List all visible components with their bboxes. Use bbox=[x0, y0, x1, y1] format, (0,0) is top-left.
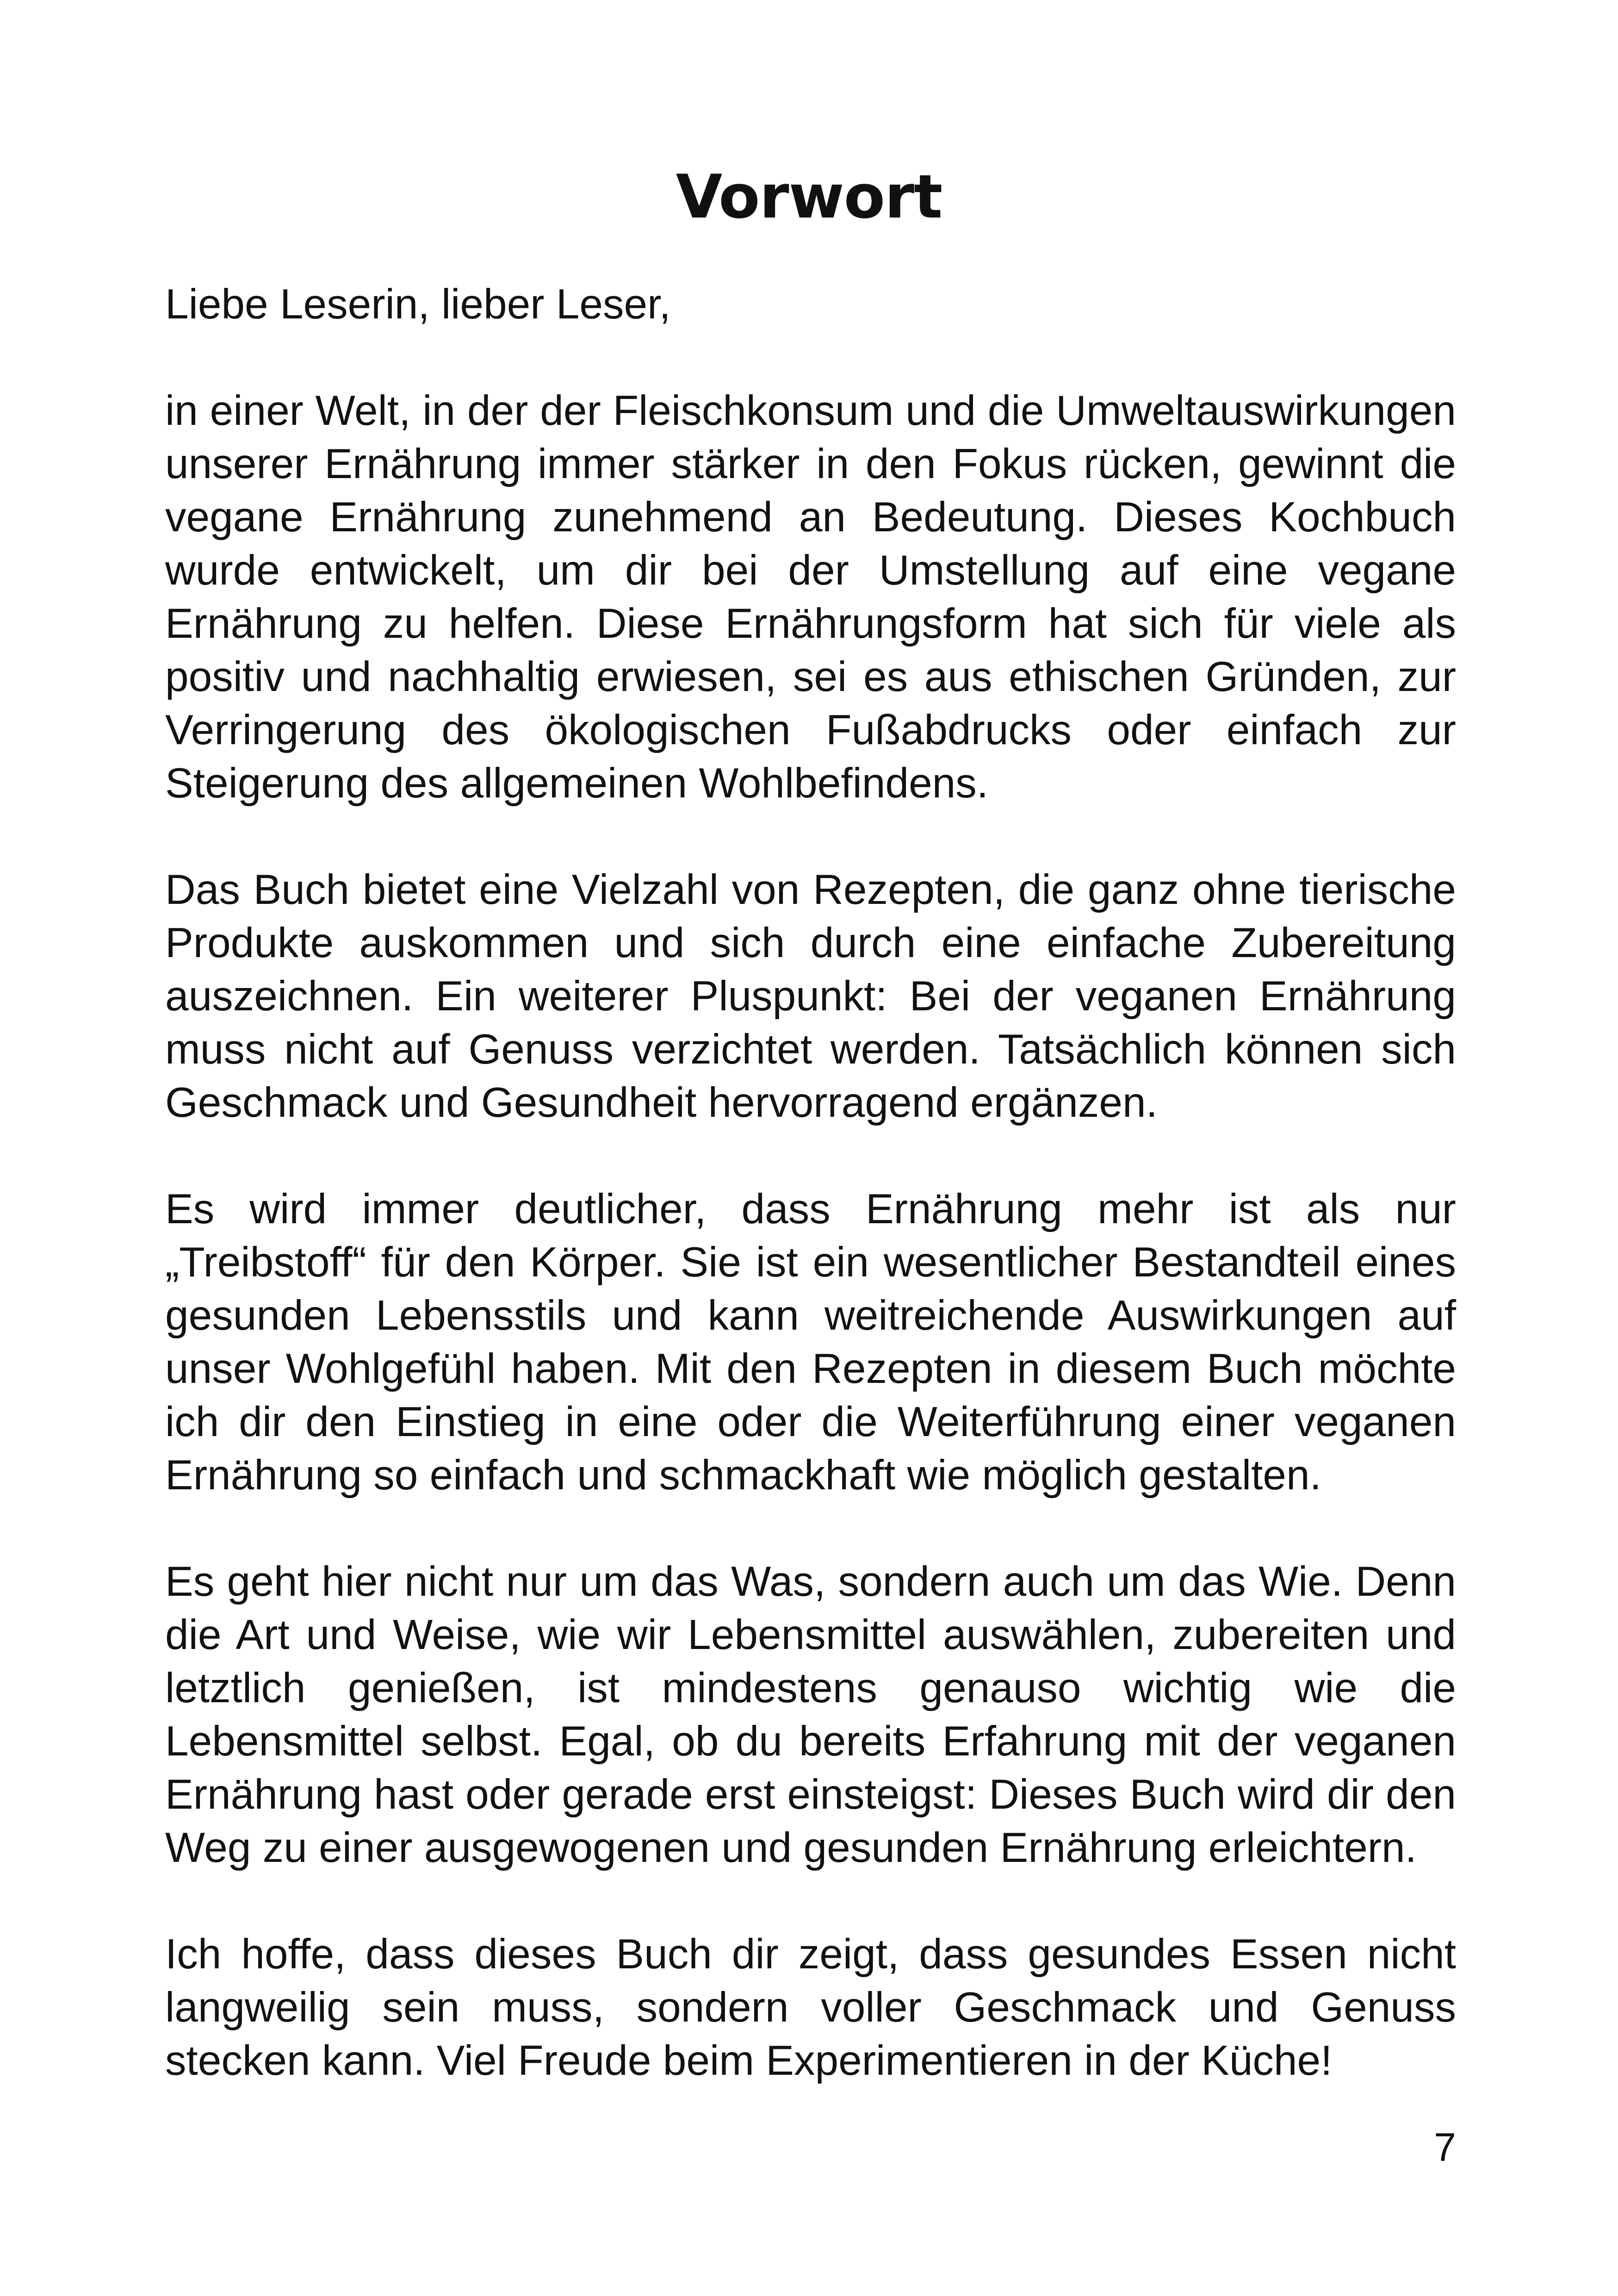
paragraph-5: Ich hoffe, dass dieses Buch dir zeigt, dass gesundes Essen nicht langweilig sein muss, sondern voller Geschmack und Genuss stecken kann. Viel Freude beim Experimentieren in der Küche! bbox=[165, 1931, 1456, 2084]
paragraph-3: Es wird immer deutlicher, dass Ernährung mehr ist als nur „Treibstoff“ für den Körper. Sie ist ein wesentlicher Bestandteil eines gesunden Lebensstils und kann weitreichende Auswirkungen auf unser Wohlgefühl haben. Mit den Rezepten in diesem Buch möchte ich dir den Einstieg in eine oder die Weiterführung einer veganen Ernährung so einfach und schmackhaft wie möglich gestalten. bbox=[165, 1186, 1456, 1499]
paragraph-2: Das Buch bietet eine Vielzahl von Rezepten, die ganz ohne tierische Produkte auskommen und sich durch eine einfache Zubereitung auszeichnen. Ein weiterer Pluspunkt: Bei der veganen Ernährung muss nicht auf Genuss verzichtet werden. Tatsächlich können sich Geschmack und Gesundheit hervorragend ergänzen. bbox=[165, 866, 1456, 1126]
salutation: Liebe Leserin, lieber Leser, bbox=[165, 281, 671, 328]
page-number: 7 bbox=[1434, 2125, 1456, 2170]
foreword-body bbox=[165, 278, 1456, 2087]
paragraph-4: Es geht hier nicht nur um das Was, sondern auch um das Wie. Denn die Art und Weise, wie wir Lebensmittel auswählen, zubereiten und letztlich genießen, ist mindestens genauso wichtig wie die Lebensmittel selbst. Egal, ob du bereits Erfahrung mit der veganen Ernährung hast oder gerade erst einsteigst: Dieses Buch wird dir den Weg zu einer ausgewogenen und gesunden Ernährung erleichtern. bbox=[165, 1558, 1456, 1871]
paragraph-1: in einer Welt, in der der Fleischkonsum und die Umweltauswirkungen unserer Ernährung immer stärker in den Fokus rücken, gewinnt die vegane Ernährung zunehmend an Bedeutung. Dieses Kochbuch wurde entwickelt, um dir bei der Umstellung auf eine vegane Ernährung zu helfen. Diese Ernährungsform hat sich für viele als positiv und nachhaltig erwiesen, sei es aus ethischen Gründen, zur Verringerung des ökologischen Fußabdrucks oder einfach zur Steigerung des allgemeinen Wohlbefindens. bbox=[165, 387, 1456, 807]
page-title: Vorwort bbox=[676, 162, 942, 232]
